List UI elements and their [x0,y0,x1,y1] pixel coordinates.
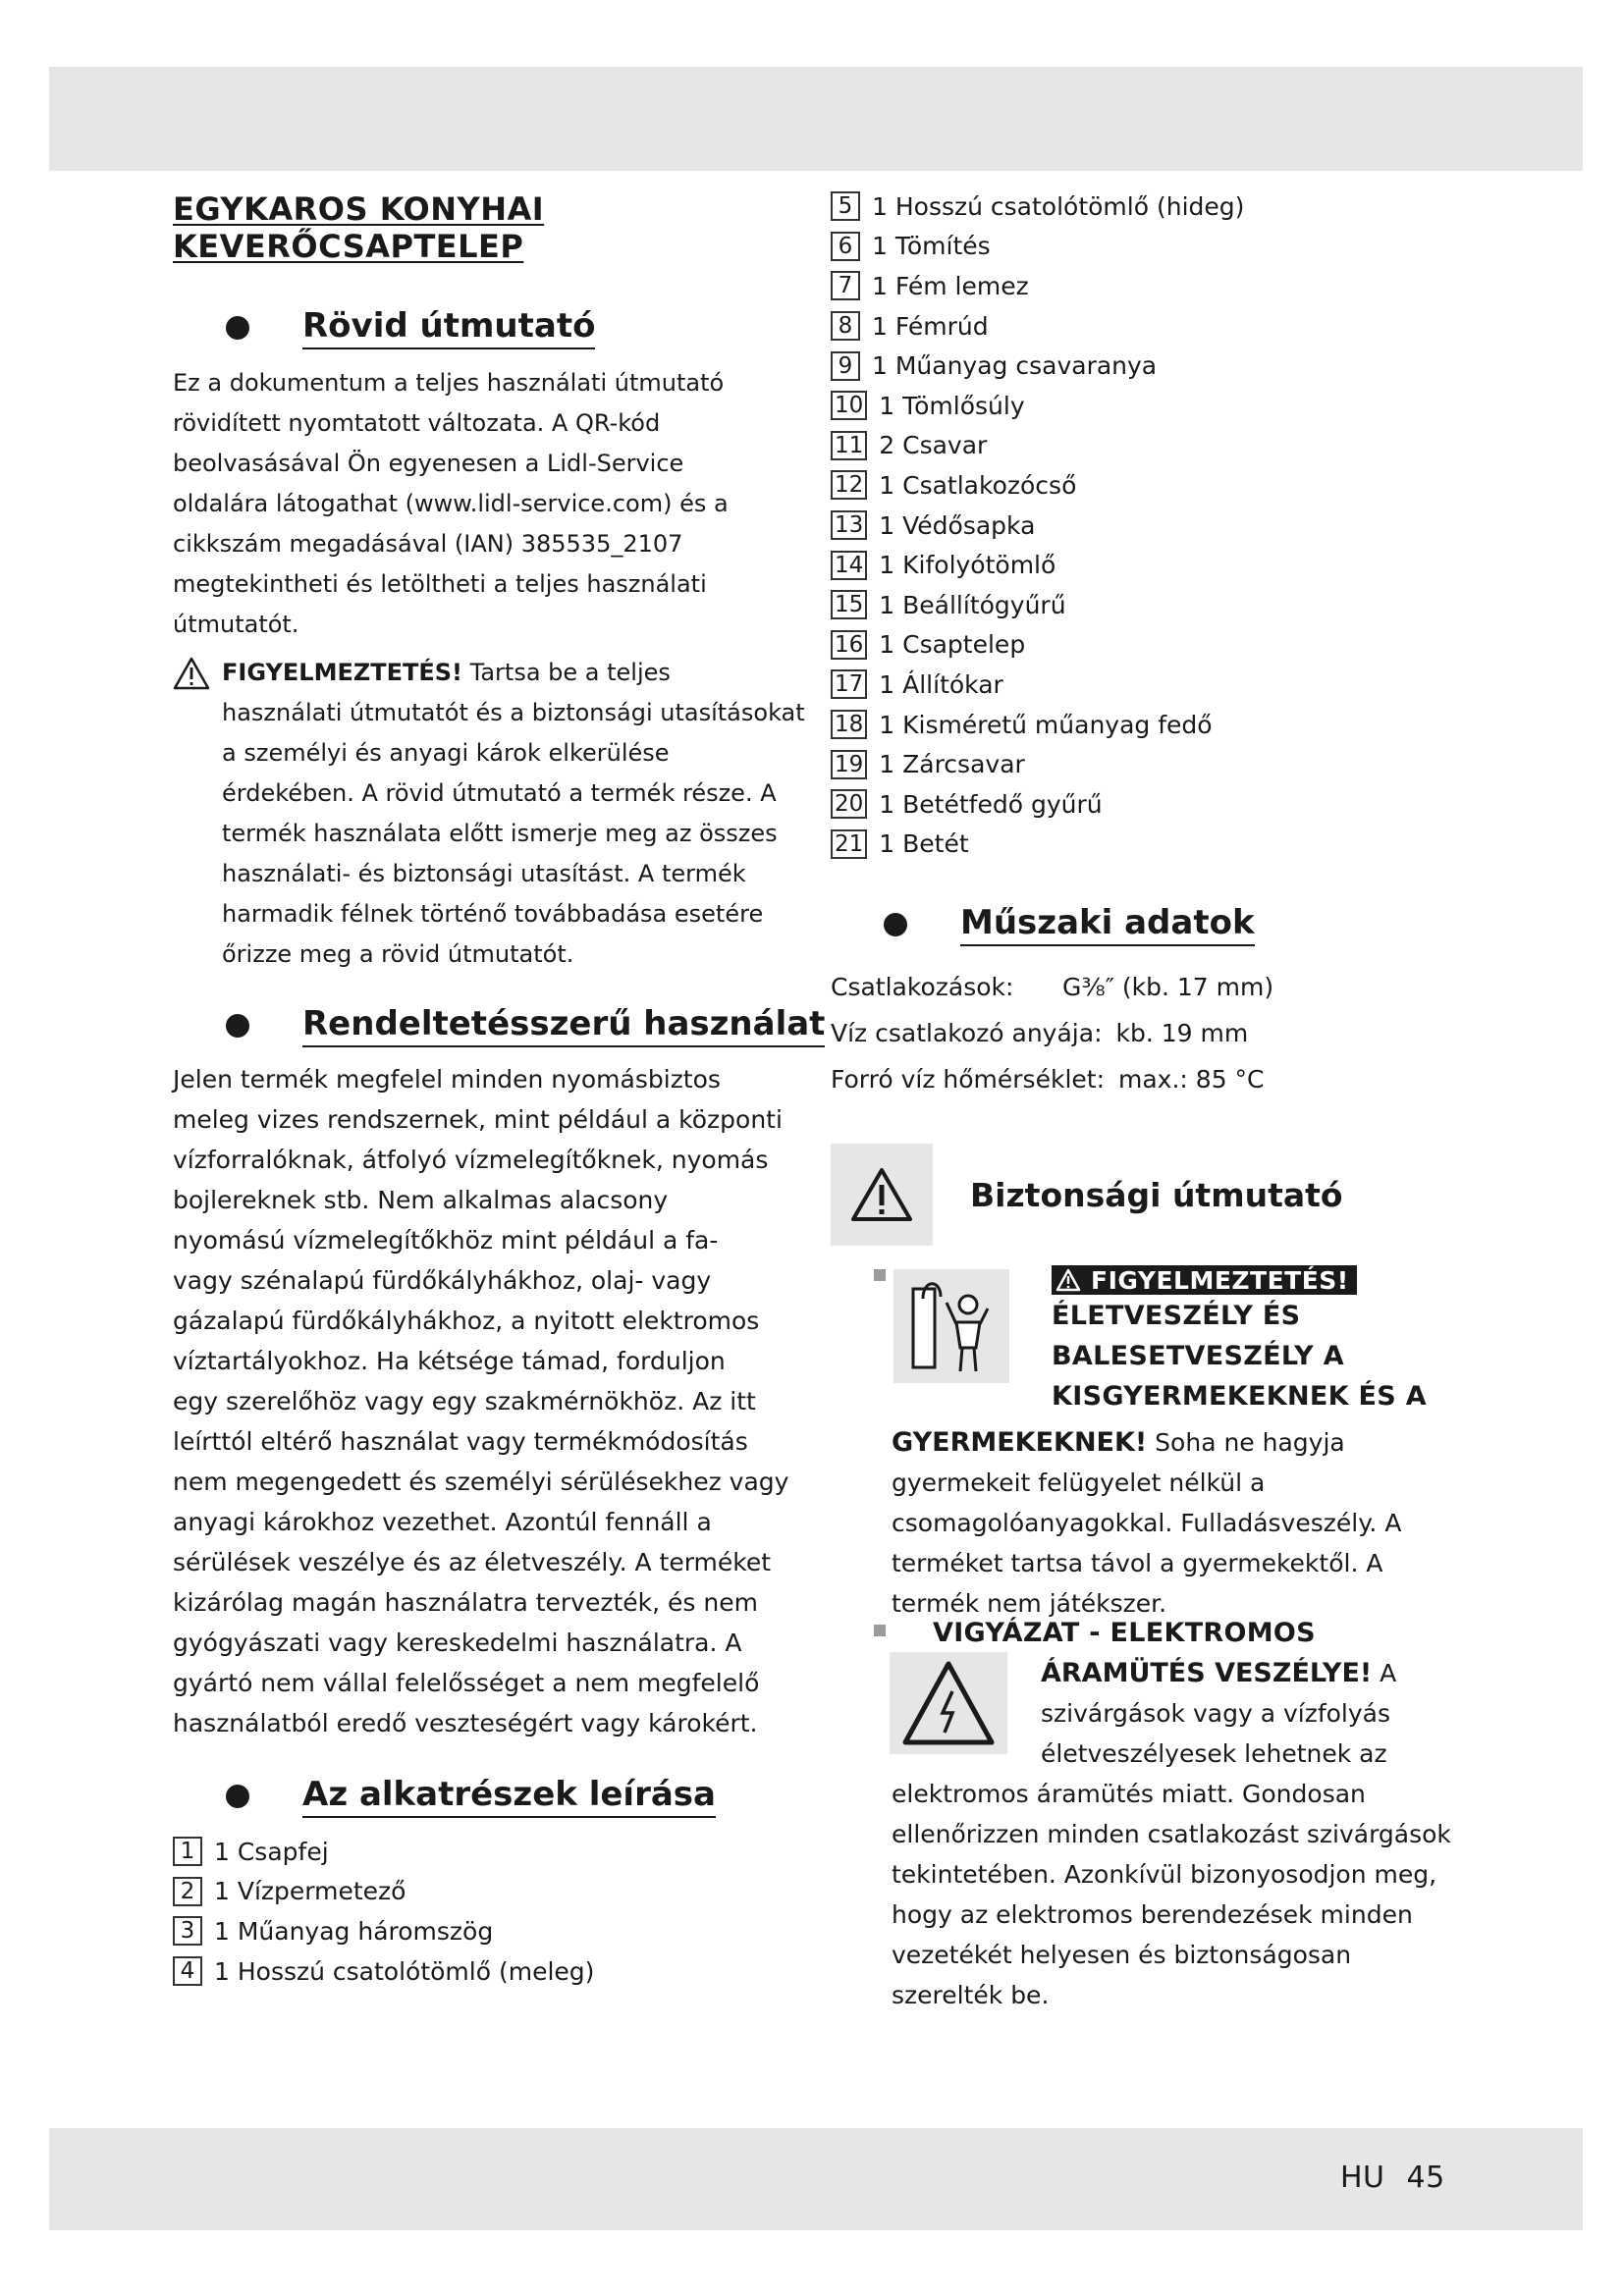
list-item [173,1872,811,1912]
text-line: KISGYERMEKEKNEK ÉS A [1052,1381,1427,1413]
part-number: 6 [831,232,860,261]
list-item [831,784,1479,825]
text-line: kizárólag magán használatra tervezték, és nem [173,1588,758,1617]
warning-first: Soha ne hagyja [1147,1428,1345,1458]
text-line: egy szerelőhöz vagy egy szakmérnökhöz. Az itt [173,1387,756,1415]
text-line: beolvasásával Ön egyenesen a Lidl-Service [173,450,684,477]
list-item [173,1911,811,1951]
part-number: 11 [831,431,867,460]
part-number: 2 [173,1877,202,1906]
text-line: termék használata előtt ismerje meg az összes [222,820,778,847]
part-text: 1 Műanyag háromszög [214,1916,494,1946]
text-line: terméket tartsa távol a gyermekektől. A [892,1549,1383,1578]
tech-data-table [831,964,1479,1102]
part-text: 1 Kifolyótömlő [879,551,1056,580]
warning-bold: GYERMEKEKNEK! [892,1427,1148,1459]
text-line: anyagi károkhoz vezethet. Azontúl fennáll a [173,1508,712,1536]
warning-text [892,1774,1481,2015]
text-line: leírttól eltérő használat vagy termékmódosítás [173,1427,748,1456]
part-text: 1 Védősapka [879,510,1036,540]
safety-heading [831,1144,1479,1246]
tech-row [831,1056,1479,1102]
left-column [173,187,826,1991]
tech-value: kb. 19 mm [1115,1019,1249,1048]
bullet-square-icon [874,1269,886,1281]
list-item [831,266,1479,306]
list-item [831,506,1479,546]
text-line: Jelen termék megfelel minden nyomásbiztos [173,1065,721,1094]
list-item [831,545,1479,585]
text-line: életveszélyesek lehetnek az [1041,1739,1387,1769]
part-text: 1 Fém lemez [872,271,1029,300]
part-text: 1 Vízpermetező [214,1877,406,1906]
page-footer [1340,2161,1445,2195]
text-line: gázalapú fürdőkályhákhoz, a nyitott elektromos [173,1307,760,1335]
warning-text [892,1422,1481,1624]
part-number: 9 [831,351,860,381]
text-line: csomagolóanyagokkal. Fulladásveszély. A [892,1509,1402,1538]
electric-hazard-icon [890,1652,1007,1754]
document-title [173,190,811,265]
bullet-icon [226,316,249,340]
list-item [831,665,1479,705]
text-line: bojlereknek stb. Nem alkalmas alacsony [173,1186,669,1214]
text-line: szivárgások vagy a vízfolyás [1041,1699,1391,1729]
right-column [831,187,1479,2025]
text-line: gyermekeit felügyelet nélkül a [892,1468,1266,1498]
safety-title: Biztonsági útmutató [970,1175,1343,1214]
list-item [831,306,1479,347]
list-item [831,386,1479,426]
text-line: használati- és biztonsági utasítást. A termék [222,860,746,887]
part-number: 3 [173,1916,202,1946]
parts-list-right [831,187,1479,864]
tech-row [831,964,1479,1010]
part-number: 1 [173,1837,202,1866]
part-number: 17 [831,669,867,699]
part-number: 16 [831,630,867,660]
warning-children [831,1265,1479,1619]
text-line: BALESETVESZÉLY A [1052,1341,1344,1372]
warning-badge: FIGYELMEZTETÉS! [1052,1265,1357,1295]
list-item [831,346,1479,386]
text-line: sérülések veszélye és az életveszély. A terméket [173,1548,772,1576]
part-text: 1 Beállítógyűrű [879,590,1066,619]
intended-use-text [173,1059,811,1743]
text-line: víztartályokhoz. Ha kétsége támad, forduljon [173,1347,726,1375]
part-number: 8 [831,311,860,341]
text-line: elektromos áramütés miatt. Gondosan [892,1780,1366,1809]
part-number: 12 [831,470,867,500]
part-number: 7 [831,271,860,300]
part-number: 15 [831,590,867,619]
warning-icon [1056,1268,1081,1292]
tech-key: Csatlakozások: [831,973,1014,1002]
part-number: 10 [831,391,867,420]
text-line: vízforralóknak, átfolyó vízmelegítőknek, nyomás [173,1146,769,1174]
text-line: szerelték be. [892,1981,1050,2010]
bullet-square-icon [874,1625,886,1636]
text-line: érdekében. A rövid útmutató a termék része. A [222,779,777,807]
title-line-1: EGYKAROS KONYHAI [173,190,545,228]
bullet-icon [226,1785,249,1808]
short-guide-text [173,363,811,645]
part-text: 1 Állítókar [879,669,1003,699]
header-band [49,67,1583,171]
part-text: 1 Csaptelep [879,630,1026,660]
heading-intended-use: Rendeltetésszerű használat [173,1004,811,1047]
warning-title-1: VIGYÁZAT - ELEKTROMOS [933,1618,1316,1649]
list-item [831,825,1479,865]
list-item [173,1832,811,1872]
part-text: 2 Csavar [879,431,988,460]
text-line: vezetékét helyesen és biztonságosan [892,1941,1352,1970]
text-line: harmadik félnek történő továbbadása esetére [222,900,764,928]
list-item [831,465,1479,506]
text-line: cikkszám megadásával (IAN) 385535_2107 [173,530,683,558]
heading-short-guide: Rövid útmutató [173,306,811,349]
warning-electric [831,1613,1479,2025]
text-line: útmutatót. [173,611,299,638]
part-number: 13 [831,510,867,540]
text-line: rövidített nyomtatott változata. A QR-kód [173,409,661,437]
text-line: termék nem játékszer. [892,1589,1167,1619]
part-text: 1 Csatlakozócső [879,470,1077,500]
text-line: nem megengedett és személyi sérülésekhez vagy [173,1468,789,1496]
list-item [831,625,1479,666]
list-item [831,187,1479,227]
tech-key: Forró víz hőmérséklet: [831,1065,1105,1095]
warning-icon [173,653,222,975]
part-text: 1 Hosszú csatolótömlő (hideg) [872,191,1245,221]
list-item [831,705,1479,745]
tech-row [831,1010,1479,1056]
text-line: oldalára látogathat (www.lidl-service.com) és a [173,490,729,517]
text-line: a személyi és anyagi károk elkerülése [222,739,670,767]
text-line: nyomású vízmelegítőkhöz mint például a fa- [173,1226,719,1255]
part-number: 4 [173,1956,202,1986]
part-text: 1 Betétfedő gyűrű [879,789,1103,819]
text-line: meleg vizes rendszernek, mint például a központi [173,1105,783,1134]
warning-first: Tartsa be a teljes [462,659,671,686]
part-text: 1 Műanyag csavaranya [872,351,1158,381]
list-item [831,585,1479,625]
tech-value: G⅜″ (kb. 17 mm) [1062,973,1274,1002]
heading-parts: Az alkatrészek leírása [173,1775,811,1818]
text-line: tekintetében. Azonkívül bizonyosodjon meg, [892,1860,1437,1890]
part-number: 18 [831,710,867,739]
child-hazard-icon [893,1269,1009,1383]
parts-list-left [173,1832,811,1991]
text-line: gyártó nem vállal felelősséget a nem megfelelő [173,1669,760,1697]
list-item [831,227,1479,267]
short-guide-warning [173,653,811,975]
part-text: 1 Tömlősúly [879,391,1025,420]
part-text: 1 Hosszú csatolótömlő (meleg) [214,1956,595,1986]
warning-label: FIGYELMEZTETÉS! [222,659,463,686]
heading-tech-data: Műszaki adatok [831,903,1479,946]
text-line: ÉLETVESZÉLY ÉS [1052,1301,1301,1332]
text-line: megtekintheti és letöltheti a teljes használati [173,570,707,598]
warning-icon [831,1144,933,1246]
part-number: 21 [831,829,867,859]
list-item [831,744,1479,784]
tech-key: Víz csatlakozó anyája: [831,1019,1103,1048]
part-number: 5 [831,191,860,221]
part-text: 1 Zárcsavar [879,750,1025,779]
part-text: 1 Betét [879,829,969,859]
part-number: 19 [831,750,867,779]
tech-value: max.: 85 °C [1118,1065,1265,1095]
bullet-icon [884,913,907,936]
part-text: 1 Fémrúd [872,311,989,341]
text-line: Ez a dokumentum a teljes használati útmutató [173,369,725,397]
text-line: őrizze meg a rövid útmutatót. [222,940,574,968]
text-line: hogy az elektromos berendezések minden [892,1900,1413,1930]
list-item [831,426,1479,466]
page-number: 45 [1406,2161,1445,2195]
part-text: 1 Kisméretű műanyag fedő [879,710,1213,739]
text-line: gyógyászati vagy kereskedelmi használatra. A [173,1629,742,1657]
text-line: vagy szénalapú fürdőkályhákhoz, olaj- vagy [173,1266,712,1295]
title-line-2: KEVERŐCSAPTELEP [173,228,524,265]
warning-title-block [1052,1265,1427,1416]
part-text: 1 Tömítés [872,232,991,261]
list-item [173,1951,811,1992]
warning-title-2-line: ÁRAMÜTÉS VESZÉLYE! A [1041,1658,1397,1689]
text-line: ellenőrizzen minden csatlakozást szivárgások [892,1820,1451,1849]
text-line: használati útmutatót és a biztonsági utasításokat [222,699,805,726]
text-line: használatból eredő veszteségért vagy károkért. [173,1709,758,1737]
language-code: HU [1340,2161,1385,2195]
part-number: 20 [831,789,867,819]
bullet-icon [226,1014,249,1038]
part-number: 14 [831,551,867,580]
part-text: 1 Csapfej [214,1837,329,1866]
